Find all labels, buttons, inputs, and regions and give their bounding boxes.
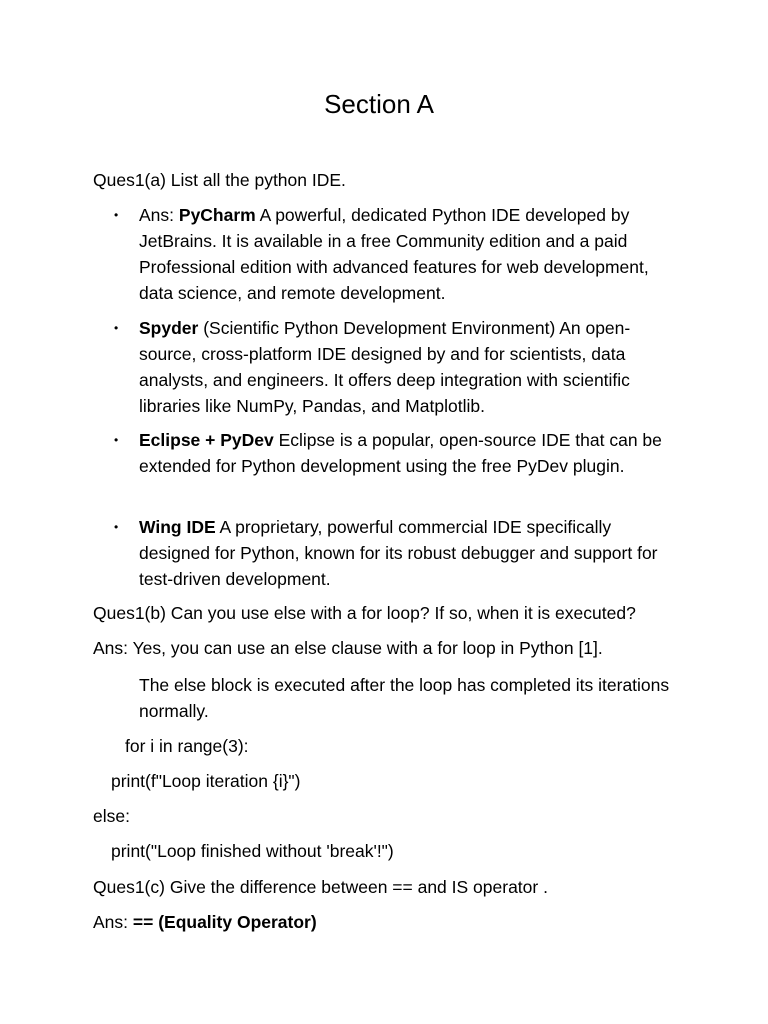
ide-description: (Scientific Python Development Environment) An open-source, cross-platform IDE designed by and for scientists, data analysts, and engineers. It offers deep integration with scientific libraries like NumPy, Pandas, and Matplotlib.	[139, 318, 631, 416]
ide-name: Wing IDE	[139, 517, 216, 537]
code-line-else: else:	[93, 806, 130, 826]
bullet-marker: •	[114, 321, 119, 335]
ide-name: PyCharm	[178, 205, 256, 225]
bullet-marker: •	[114, 520, 119, 534]
answer-1b-explanation: The else block is executed after the loop has completed its iterations normally.	[139, 675, 670, 721]
ide-item-eclipse	[139, 427, 684, 479]
code-line-print-finished: print("Loop finished without 'break'!")	[111, 841, 394, 861]
bullet-marker: •	[114, 208, 119, 222]
question-1b: Ques1(b) Can you use else with a for loop? If so, when it is executed?	[93, 603, 636, 623]
ide-item-pycharm	[139, 202, 684, 306]
ide-name: Spyder	[139, 318, 199, 338]
ide-description: A powerful, dedicated Python IDE developed by JetBrains. It is available in a free Community edition and a paid Professional edition with advanced features for web development, data science, and remote development.	[139, 205, 649, 303]
code-line-for: for i in range(3):	[125, 736, 249, 756]
ide-item-wing	[139, 514, 684, 592]
code-line-print-loop: print(f"Loop iteration {i}")	[111, 771, 301, 791]
bullet-marker: •	[114, 433, 119, 447]
answer-prefix: Ans:	[93, 912, 133, 932]
ide-name: Eclipse + PyDev	[139, 430, 274, 450]
ide-item-spyder	[139, 315, 684, 419]
answer-1c	[93, 909, 317, 935]
question-1a: Ques1(a) List all the python IDE.	[93, 170, 346, 190]
ide-description: A proprietary, powerful commercial IDE specifically designed for Python, known for its robust debugger and support for test-driven development.	[139, 517, 658, 589]
question-1c: Ques1(c) Give the difference between == and IS operator .	[93, 877, 548, 897]
answer-prefix: Ans:	[139, 205, 179, 225]
ide-description: Eclipse is a popular, open-source IDE that can be extended for Python development using the free PyDev plugin.	[139, 430, 662, 476]
section-title: Section A	[324, 89, 434, 119]
answer-1b: Ans: Yes, you can use an else clause with a for loop in Python [1].	[93, 638, 603, 658]
equality-operator-heading: == (Equality Operator)	[132, 912, 317, 932]
